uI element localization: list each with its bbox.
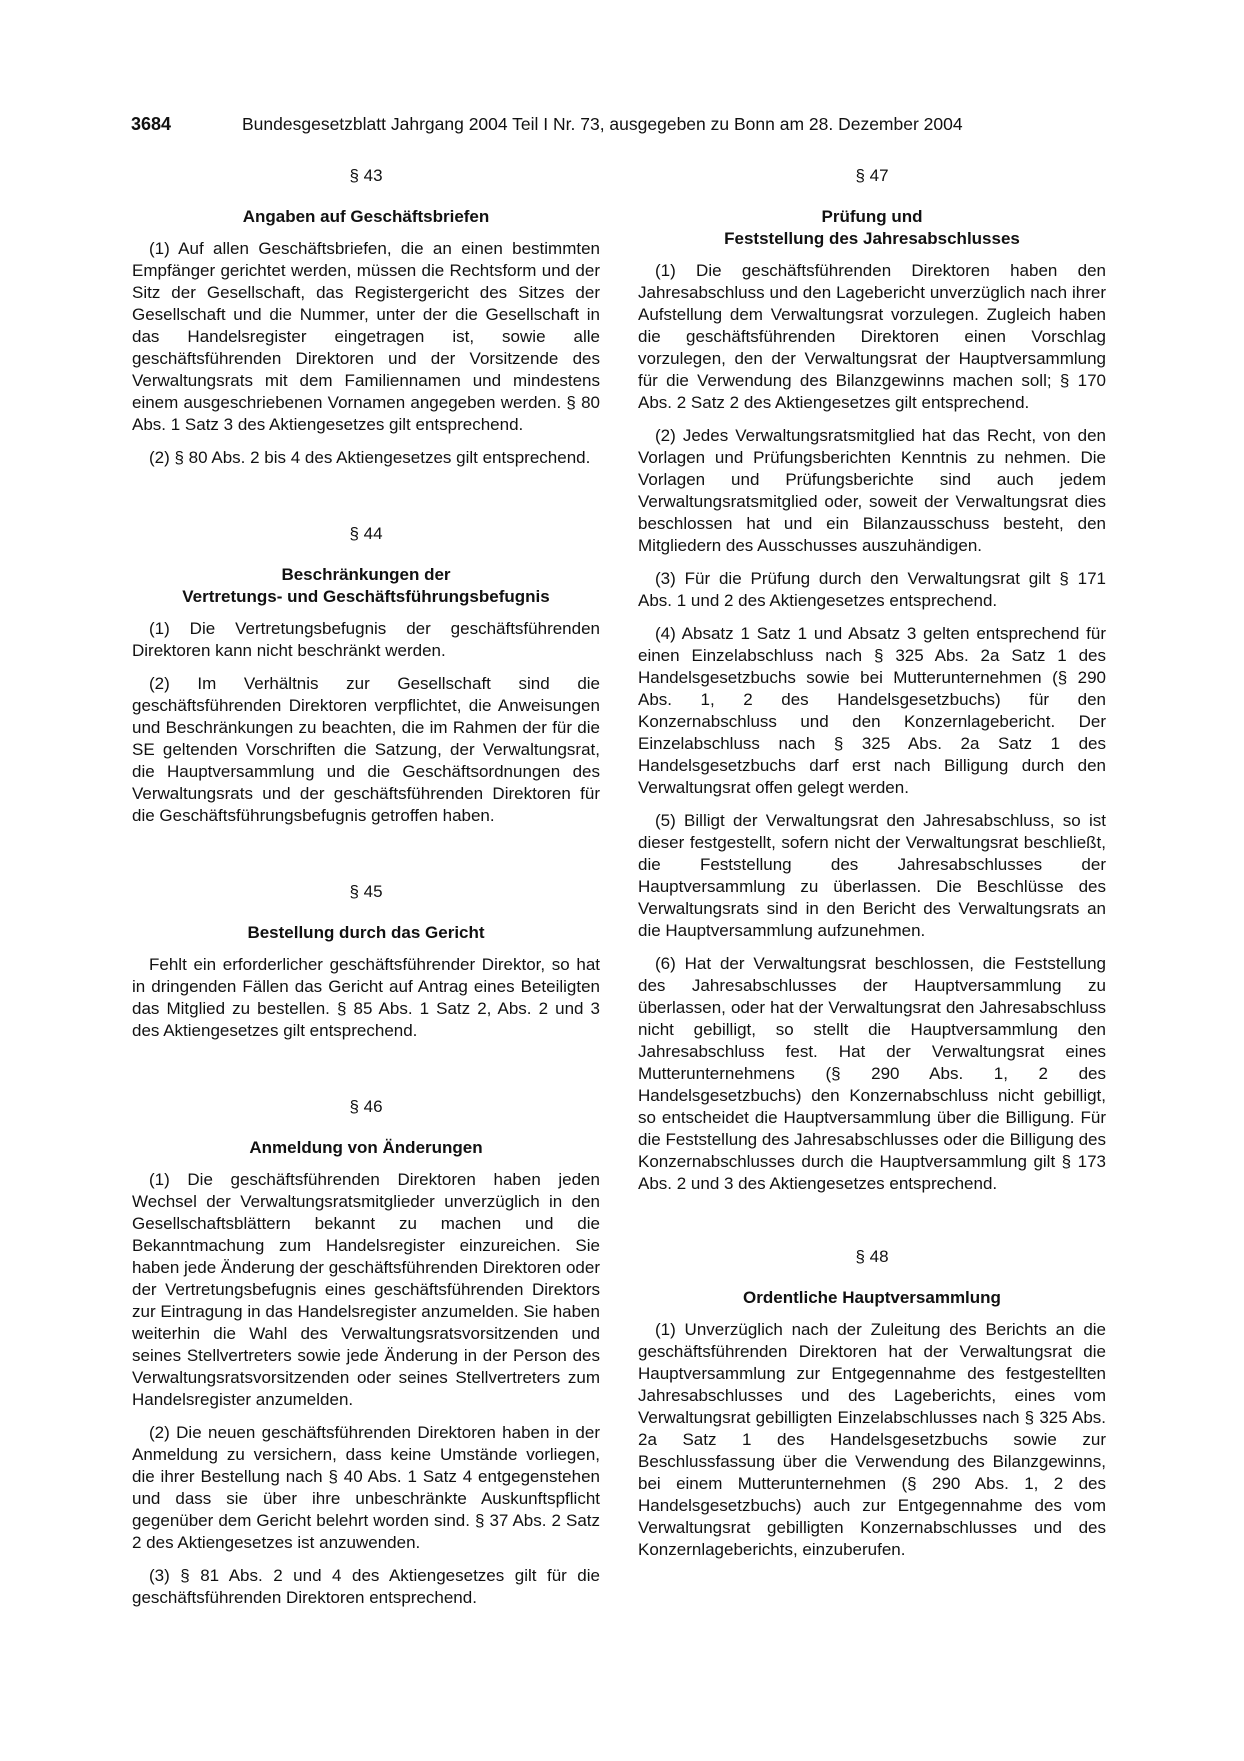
section-title: Beschränkungen der Vertretungs- und Geschäftsführungsbefugnis: [182, 565, 550, 606]
section-title: Bestellung durch das Gericht: [247, 923, 485, 942]
section-46: [132, 1096, 600, 1609]
section-43: [132, 165, 600, 469]
section-paragraph: (2) § 80 Abs. 2 bis 4 des Aktiengesetzes gilt entsprechend.: [149, 448, 591, 467]
section-number: § 47: [855, 166, 889, 185]
publication-title: Bundesgesetzblatt Jahrgang 2004 Teil I Nr. 73, ausgegeben zu Bonn am 28. Dezember 2004: [242, 114, 963, 134]
section-paragraph: (2) Im Verhältnis zur Gesellschaft sind die geschäftsführenden Direktoren verpflichtet, die Anweisungen und Beschränkungen zu beachten, die im Rahmen der für die SE geltenden Vorschriften die Satzung, der Verwaltungsrat, die Hauptversammlung und die Geschäftsordnungen des Verwaltungsrats und der geschäftsführenden Direktoren für die Geschäftsführungsbefugnis getroffen haben.: [132, 674, 600, 825]
section-paragraph: (2) Die neuen geschäftsführenden Direktoren haben in der Anmeldung zu versichern, dass keine Umstände vorliegen, die ihrer Bestellung nach § 40 Abs. 1 Satz 4 entgegenstehen und dass sie über ihre unbeschränkte Auskunftspflicht gegenüber dem Gericht belehrt worden sind. § 37 Abs. 2 Satz 2 des Aktiengesetzes ist anzuwenden.: [132, 1423, 600, 1552]
section-title: Ordentliche Hauptversammlung: [743, 1288, 1001, 1307]
section-paragraph: (3) § 81 Abs. 2 und 4 des Aktiengesetzes gilt für die geschäftsführenden Direktoren entsprechend.: [132, 1566, 600, 1607]
section-paragraph: (1) Unverzüglich nach der Zuleitung des Berichts an die geschäftsführenden Direktoren hat der Verwaltungsrat die Hauptversammlung zur Entgegennahme des festgestellten Jahresabschlusses und des Lageberichts, eines vom Verwaltungsrat gebilligten Einzelabschlusses nach § 325 Abs. 2a Satz 1 des Handelsgesetzbuchs sowie zur Beschlussfassung über die Verwendung des Bilanzgewinns, bei einem Mutterunternehmen (§ 290 Abs. 1, 2 des Handelsgesetzbuchs) auch zur Entgegennahme des vom Verwaltungsrat gebilligten Konzernabschlusses und des Konzernlageberichts, einzuberufen.: [638, 1320, 1106, 1559]
section-number: § 44: [349, 524, 383, 543]
section-paragraph: (1) Auf allen Geschäftsbriefen, die an einen bestimmten Empfänger gerichtet werden, müssen die Rechtsform und der Sitz der Gesellschaft, das Registergericht des Sitzes der Gesellschaft und die Nummer, unter der die Gesellschaft in das Handelsregister eingetragen ist, sowie alle geschäftsführenden Direktoren und der Vorsitzende des Verwaltungsrats mit dem Familiennamen und mindestens einem ausgeschriebenen Vornamen angegeben werden. § 80 Abs. 1 Satz 3 des Aktiengesetzes gilt entsprechend.: [132, 239, 600, 434]
section-paragraph: Fehlt ein erforderlicher geschäftsführender Direktor, so hat in dringenden Fällen das Gericht auf Antrag eines Beteiligten das Mitglied zu bestellen. § 85 Abs. 1 Satz 2, Abs. 2 und 3 des Aktiengesetzes gilt entsprechend.: [132, 955, 600, 1040]
section-paragraph: (1) Die geschäftsführenden Direktoren haben jeden Wechsel der Verwaltungsratsmitglieder unverzüglich in den Gesellschaftsblättern bekannt zu machen und die Bekanntmachung zum Handelsregister einzureichen. Sie haben jede Änderung der geschäftsführenden Direktoren oder der Vertretungsbefugnis eines geschäftsführenden Direktors zur Eintragung in das Handelsregister anzumelden. Sie haben weiterhin die Wahl des Verwaltungsratsvorsitzenden und seines Stellvertreters sowie jede Änderung in der Person des Verwaltungsratsvorsitzenden oder seines Stellvertreters zum Handelsregister anzumelden.: [132, 1170, 600, 1409]
section-44: [132, 523, 600, 827]
section-number: § 45: [349, 882, 383, 901]
section-title: Angaben auf Geschäftsbriefen: [242, 207, 490, 226]
section-paragraph: (1) Die Vertretungsbefugnis der geschäftsführenden Direktoren kann nicht beschränkt werden.: [132, 619, 600, 660]
section-47: [638, 165, 1106, 1195]
section-paragraph: (1) Die geschäftsführenden Direktoren haben den Jahresabschluss und den Lagebericht unverzüglich nach ihrer Aufstellung dem Verwaltungsrat vorzulegen. Zugleich haben die geschäftsführenden Direktoren einen Vorschlag vorzulegen, den der Verwaltungsrat der Hauptversammlung für die Verwendung des Bilanzgewinns machen soll; § 170 Abs. 2 Satz 2 des Aktiengesetzes gilt entsprechend.: [638, 261, 1106, 412]
section-paragraph: (2) Jedes Verwaltungsratsmitglied hat das Recht, von den Vorlagen und Prüfungsberichten Kenntnis zu nehmen. Die Vorlagen und Prüfungsberichte sind auch jedem Verwaltungsratsmitglied oder, soweit der Verwaltungsrat dies beschlossen hat und ein Bilanzausschuss besteht, den Mitgliedern des Ausschusses auszuhändigen.: [638, 426, 1106, 555]
section-paragraph: (4) Absatz 1 Satz 1 und Absatz 3 gelten entsprechend für einen Einzelabschluss nach § 325 Abs. 2a Satz 1 des Handelsgesetzbuchs sowie bei Mutterunternehmen (§ 290 Abs. 1, 2 des Handelsgesetzbuchs) für den Konzernabschluss und den Konzernlagebericht. Der Einzelabschluss nach § 325 Abs. 2a Satz 1 des Handelsgesetzbuchs darf erst nach Billigung durch den Verwaltungsrat offen gelegt werden.: [638, 624, 1106, 797]
section-title: Prüfung und Feststellung des Jahresabschlusses: [724, 207, 1020, 248]
left-column: [132, 165, 600, 1620]
section-paragraph: (3) Für die Prüfung durch den Verwaltungsrat gilt § 171 Abs. 1 und 2 des Aktiengesetzes entsprechend.: [638, 569, 1106, 610]
section-number: § 46: [349, 1097, 383, 1116]
section-paragraph: (6) Hat der Verwaltungsrat beschlossen, die Feststellung des Jahresabschlusses der Hauptversammlung zu überlassen, oder hat der Verwaltungsrat den Jahresabschluss nicht gebilligt, so stellt die Hauptversammlung den Jahresabschluss fest. Hat der Verwaltungsrat eines Mutterunternehmens (§ 290 Abs. 1, 2 des Handelsgesetzbuchs) den Konzernabschluss nicht gebilligt, so entscheidet die Hauptversammlung über die Billigung. Für die Feststellung des Jahresabschlusses oder die Billigung des Konzernabschlusses durch die Hauptversammlung gilt § 173 Abs. 2 und 3 des Aktiengesetzes entsprechend.: [638, 954, 1106, 1193]
section-paragraph: (5) Billigt der Verwaltungsrat den Jahresabschluss, so ist dieser festgestellt, sofern nicht der Verwaltungsrat beschließt, die Feststellung des Jahresabschlusses der Hauptversammlung zu überlassen. Die Beschlüsse des Verwaltungsrats sind in den Bericht des Verwaltungsrats an die Hauptversammlung aufzunehmen.: [638, 811, 1106, 940]
section-number: § 48: [855, 1247, 889, 1266]
page-number: 3684: [131, 114, 172, 134]
section-title: Anmeldung von Änderungen: [249, 1138, 483, 1157]
section-48: [638, 1246, 1106, 1561]
section-number: § 43: [349, 166, 383, 185]
right-column: [638, 165, 1106, 1572]
section-45: [132, 881, 600, 1042]
page-header: [131, 112, 1116, 136]
